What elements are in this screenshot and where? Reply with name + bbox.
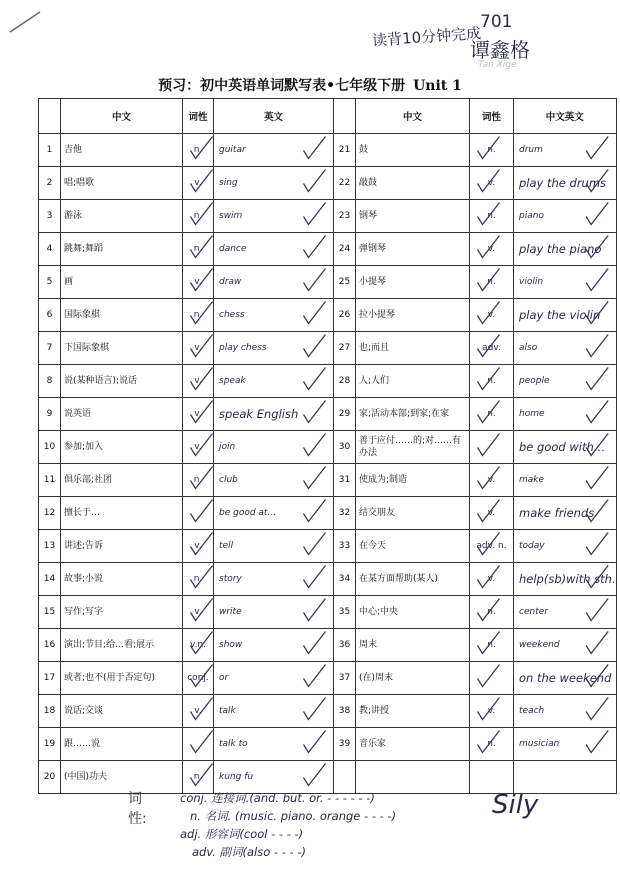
unit-label: Unit 1 [413,78,462,94]
row-number: 19 [39,728,61,761]
row-number: 18 [39,695,61,728]
english-answer: play the drums [514,167,617,200]
english-answer: play the violin [514,299,617,332]
chinese-term: 游泳 [61,200,183,233]
english-answer: be good with… [514,431,617,464]
part-of-speech: n. [183,134,214,167]
check-mark [191,335,213,357]
check-mark [304,434,326,456]
check-mark [304,236,326,258]
check-mark [478,533,500,555]
check-mark [304,764,326,786]
chinese-term: 家;活动本部;到家;在家 [356,398,470,431]
part-of-speech: v. [183,167,214,200]
part-of-speech: v.n. [183,629,214,662]
row-number: 21 [334,134,356,167]
check-mark [304,203,326,225]
chinese-term: 拉小提琴 [356,299,470,332]
check-mark [478,269,500,291]
check-mark [478,302,500,324]
part-of-speech: v. [470,563,514,596]
check-mark [478,170,500,192]
english-answer: center [514,596,617,629]
check-mark [304,170,326,192]
check-mark [586,401,608,423]
english-answer: or [214,662,334,695]
check-mark [191,599,213,621]
check-mark [304,566,326,588]
check-mark [304,302,326,324]
chinese-term: 说(某种语言);说话 [61,365,183,398]
english-answer: talk to [214,728,334,761]
english-answer: club [214,464,334,497]
check-mark [191,467,213,489]
row-number: 37 [334,662,356,695]
check-mark [191,368,213,390]
chinese-term: (中国)功夫 [61,761,183,794]
header-pos-2: 词性 [470,99,514,134]
signature: Sily [492,790,539,820]
check-mark [304,731,326,753]
part-of-speech: n. [470,266,514,299]
english-answer: guitar [214,134,334,167]
class-number: 701 [480,12,513,32]
check-mark [191,698,213,720]
legend-line: n. 名词. (music. piano. orange - - - -) [190,809,397,823]
part-of-speech: n. [470,398,514,431]
part-of-speech: n. [470,200,514,233]
chinese-term: 画 [61,266,183,299]
row-number: 30 [334,431,356,464]
check-mark [191,566,213,588]
chinese-term: 跟……说 [61,728,183,761]
row-number: 15 [39,596,61,629]
chinese-term: 跳舞;舞蹈 [61,233,183,266]
check-mark [191,632,213,654]
english-answer: dance [214,233,334,266]
chinese-term: 故事;小说 [61,563,183,596]
chinese-term: 人;人们 [356,365,470,398]
part-of-speech: n. [183,563,214,596]
check-mark [478,698,500,720]
header-english: 英文 [214,99,334,134]
row-number: 3 [39,200,61,233]
check-mark [304,599,326,621]
check-mark [586,566,608,588]
chinese-term: 在今天 [356,530,470,563]
check-mark [304,467,326,489]
check-mark [586,467,608,489]
part-of-speech: v. [470,497,514,530]
check-mark [586,302,608,324]
check-mark [586,731,608,753]
check-mark [586,236,608,258]
check-mark [191,500,213,522]
row-number: 8 [39,365,61,398]
check-mark [191,434,213,456]
header-english-2: 中文英文 [514,99,617,134]
check-mark [304,632,326,654]
part-of-speech: v. [183,398,214,431]
part-of-speech: n. [183,200,214,233]
check-mark [191,170,213,192]
chinese-term: 音乐家 [356,728,470,761]
part-of-speech: n. [183,761,214,794]
chinese-term: 周末 [356,629,470,662]
row-number: 20 [39,761,61,794]
check-mark [586,170,608,192]
chinese-term: 鼓 [356,134,470,167]
check-mark [478,665,500,687]
check-mark [478,203,500,225]
title-text: 预习：初中英语单词默写表•七年级下册 [158,78,406,94]
row-number: 17 [39,662,61,695]
check-mark [191,665,213,687]
chinese-term: 演出;节目;给…看;展示 [61,629,183,662]
part-of-speech: adv. n. [470,530,514,563]
check-mark [586,269,608,291]
row-number: 5 [39,266,61,299]
chinese-term: (在)周末 [356,662,470,695]
chinese-term: 教;讲授 [356,695,470,728]
english-answer: violin [514,266,617,299]
check-mark [191,401,213,423]
english-answer: drum [514,134,617,167]
row-number: 29 [334,398,356,431]
header-pos: 词性 [183,99,214,134]
check-mark [478,632,500,654]
english-answer: make [514,464,617,497]
check-mark [304,665,326,687]
english-answer: speak [214,365,334,398]
english-answer: draw [214,266,334,299]
chinese-term: 钢琴 [356,200,470,233]
check-mark [304,368,326,390]
part-of-speech: v. [470,167,514,200]
english-answer: weekend [514,629,617,662]
row-number: 10 [39,431,61,464]
part-of-speech: v. [183,365,214,398]
english-answer: speak English [214,398,334,431]
chinese-term: 吉他 [61,134,183,167]
chinese-term: 擅长于… [61,497,183,530]
row-number: 39 [334,728,356,761]
row-number: 27 [334,332,356,365]
student-name: 谭鑫格 [470,38,530,62]
english-answer: also [514,332,617,365]
check-mark [586,665,608,687]
english-answer: musician [514,728,617,761]
check-mark [478,434,500,456]
chinese-term: 小提琴 [356,266,470,299]
row-number: 38 [334,695,356,728]
chinese-term: 中心;中央 [356,596,470,629]
part-of-speech: n. [470,596,514,629]
english-answer: sing [214,167,334,200]
part-of-speech: v. [183,266,214,299]
part-of-speech: n. [470,629,514,662]
chinese-term: 下国际象棋 [61,332,183,365]
part-of-speech: v. [470,233,514,266]
check-mark [586,698,608,720]
english-answer: story [214,563,334,596]
check-mark [478,137,500,159]
part-of-speech: n. [183,233,214,266]
english-answer: teach [514,695,617,728]
row-number: 26 [334,299,356,332]
row-number: 32 [334,497,356,530]
row-number: 6 [39,299,61,332]
check-mark [191,533,213,555]
check-mark [586,500,608,522]
check-mark [191,302,213,324]
check-mark [478,335,500,357]
chinese-term: 或者;也不(用于否定句) [61,662,183,695]
legend-line: adv. 副词(also - - - -) [192,845,306,859]
check-mark [191,236,213,258]
row-number: 33 [334,530,356,563]
chinese-term: 弹钢琴 [356,233,470,266]
row-number: 7 [39,332,61,365]
check-mark [191,764,213,786]
check-mark [304,698,326,720]
chinese-term: 说话;交谈 [61,695,183,728]
check-mark [304,335,326,357]
english-answer: swim [214,200,334,233]
row-number: 4 [39,233,61,266]
check-mark [586,203,608,225]
check-mark [478,368,500,390]
part-of-speech: v. [470,299,514,332]
row-number: 13 [39,530,61,563]
chinese-term: 俱乐部;社团 [61,464,183,497]
english-answer: join [214,431,334,464]
check-mark [586,599,608,621]
row-number: 16 [39,629,61,662]
english-answer: show [214,629,334,662]
check-mark [478,599,500,621]
check-mark [478,731,500,753]
chinese-term: 写作;写字 [61,596,183,629]
check-mark [586,137,608,159]
row-number: 11 [39,464,61,497]
english-answer: today [514,530,617,563]
english-answer: kung fu [214,761,334,794]
handwritten-note: 读背10分钟完成 [371,24,482,50]
part-of-speech: v. [470,695,514,728]
row-number: 28 [334,365,356,398]
legend-line: adj. 形容词(cool - - - -) [180,827,304,841]
row-number: 35 [334,596,356,629]
chinese-term: 唱;唱歌 [61,167,183,200]
part-of-speech: v. [183,695,214,728]
part-of-speech: v. [470,464,514,497]
check-mark [191,731,213,753]
english-answer: talk [214,695,334,728]
row-number: 12 [39,497,61,530]
english-answer: write [214,596,334,629]
chinese-term: 也;而且 [356,332,470,365]
check-mark [304,401,326,423]
check-mark [478,236,500,258]
row-number: 34 [334,563,356,596]
check-mark [586,632,608,654]
legend-line: conj. 连接词.(and. but. or. - - - - - -) [180,791,375,805]
part-of-speech: v. [183,332,214,365]
part-of-speech: v. [183,431,214,464]
check-mark [191,203,213,225]
part-of-speech: conj. [183,662,214,695]
english-answer: be good at… [214,497,334,530]
row-number: 2 [39,167,61,200]
check-mark [304,269,326,291]
part-of-speech: n. [470,728,514,761]
check-mark [191,137,213,159]
check-mark [478,401,500,423]
part-of-speech: adv. [470,332,514,365]
check-mark [478,566,500,588]
check-mark [586,368,608,390]
row-number: 23 [334,200,356,233]
row-number: 36 [334,629,356,662]
part-of-speech: n. [470,134,514,167]
part-of-speech: n. [183,299,214,332]
english-answer: play chess [214,332,334,365]
check-mark [304,137,326,159]
check-mark [586,434,608,456]
chinese-term: 善于应付……的;对……有办法 [356,431,470,464]
row-number: 25 [334,266,356,299]
row-number: 31 [334,464,356,497]
chinese-term: 说英语 [61,398,183,431]
english-answer: tell [214,530,334,563]
chinese-term: 国际象棋 [61,299,183,332]
english-answer: help(sb)with sth. [514,563,617,596]
check-mark [304,500,326,522]
english-answer: on the weekend [514,662,617,695]
english-answer: make friends [514,497,617,530]
check-mark [478,467,500,489]
check-mark [191,269,213,291]
chinese-term: 使成为;制造 [356,464,470,497]
english-answer: home [514,398,617,431]
header-chinese: 中文 [61,99,183,134]
row-number: 1 [39,134,61,167]
check-mark [478,500,500,522]
legend-label: 词性: [128,791,147,827]
chinese-term: 讲述;告诉 [61,530,183,563]
check-mark [304,533,326,555]
chinese-term: 结交朋友 [356,497,470,530]
row-number: 24 [334,233,356,266]
row-number: 14 [39,563,61,596]
part-of-speech: v. [183,596,214,629]
chinese-term: 在某方面帮助(某人) [356,563,470,596]
row-number: 9 [39,398,61,431]
english-answer: play the piano [514,233,617,266]
english-answer: people [514,365,617,398]
chinese-term: 敲鼓 [356,167,470,200]
english-answer: chess [214,299,334,332]
chinese-term: 参加;加入 [61,431,183,464]
student-name-pinyin: Tan Xige [478,60,517,70]
part-of-speech: n. [183,464,214,497]
part-of-speech: v. [183,530,214,563]
part-of-speech: n. [470,365,514,398]
check-mark [586,335,608,357]
row-number: 22 [334,167,356,200]
check-mark [586,533,608,555]
header-chinese-2: 中文 [356,99,470,134]
english-answer: piano [514,200,617,233]
